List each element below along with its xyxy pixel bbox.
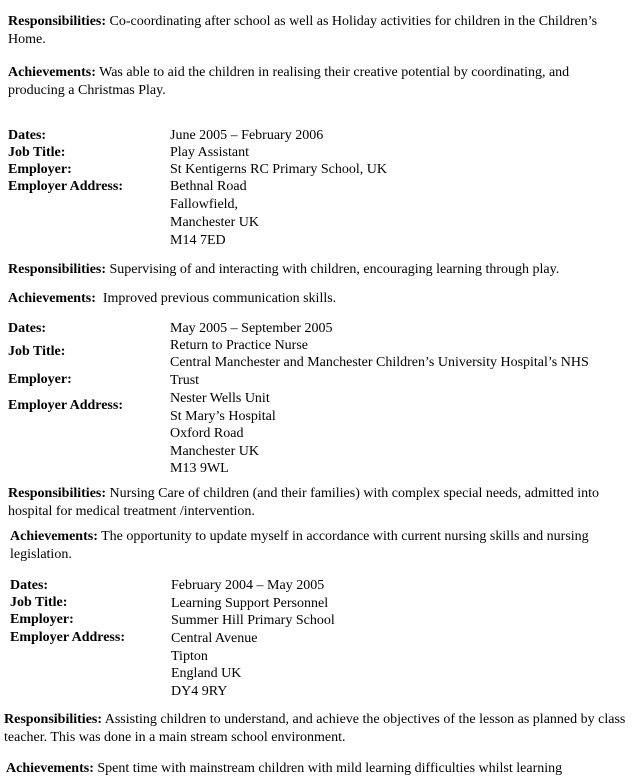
job-achievements	[6, 760, 638, 778]
dates-value: May 2005 – September 2005	[170, 321, 333, 336]
employer-address-label: Employer Address:	[8, 179, 123, 194]
responsibilities-label: Responsibilities:	[8, 14, 107, 29]
employer-address-label: Employer Address:	[8, 398, 123, 413]
achievements-text: The opportunity to update myself in accordance with current nursing skills and nursing legislation.	[10, 529, 589, 562]
address-line: Fallowfield,	[170, 197, 239, 212]
job-responsibilities	[8, 261, 638, 279]
job-responsibilities	[4, 711, 636, 746]
job-achievements	[8, 290, 638, 308]
achievements-text: Was able to aid the children in realising their creative potential by coordinating, and producing a Christmas Play.	[8, 65, 570, 98]
employer-value: St Kentigerns RC Primary School, UK	[170, 162, 387, 177]
job-title-label: Job Title:	[8, 344, 66, 359]
address-line: Bethnal Road	[170, 179, 247, 194]
achievements-label: Achievements:	[6, 761, 94, 776]
job-title-label: Job Title:	[10, 595, 68, 610]
dates-label: Dates:	[8, 321, 47, 336]
job-entry	[10, 577, 640, 702]
address-line: M13 9WL	[170, 461, 229, 476]
responsibilities-text: Nursing Care of children (and their families) with complex special needs, admitted into hospital for medical treatment /intervention.	[8, 486, 599, 519]
responsibilities-text: Co-coordinating after school as well as Holiday activities for children in the Children’s Home.	[8, 14, 598, 47]
responsibilities-label: Responsibilities:	[8, 262, 107, 277]
responsibilities-text: Assisting children to understand, and achieve the objectives of the lesson as planned by class teacher. This was done in a main stream school environment.	[4, 712, 626, 745]
employer-address-label: Employer Address:	[10, 630, 125, 645]
employer-value-cont: Trust	[170, 373, 200, 388]
job-responsibilities	[8, 485, 632, 520]
job-title-value: Learning Support Personnel	[171, 596, 329, 611]
address-line: Central Avenue	[171, 631, 258, 646]
employer-label: Employer:	[10, 612, 74, 627]
job-achievements	[10, 528, 642, 563]
employer-value: Summer Hill Primary School	[171, 613, 335, 628]
address-line: M14 7ED	[170, 233, 226, 248]
achievements-text: Improved previous communication skills.	[95, 291, 337, 306]
address-line: Manchester UK	[170, 215, 260, 230]
address-line: DY4 9RY	[171, 684, 228, 699]
job-entry	[8, 320, 640, 480]
address-line: Oxford Road	[170, 426, 244, 441]
address-line: Tipton	[171, 649, 208, 664]
job-title-label: Job Title:	[8, 145, 66, 160]
dates-value: February 2004 – May 2005	[171, 578, 325, 593]
employer-label: Employer:	[8, 162, 72, 177]
job-title-value: Return to Practice Nurse	[170, 338, 309, 353]
address-line: England UK	[171, 666, 242, 681]
dates-value: June 2005 – February 2006	[170, 128, 324, 143]
intro-responsibilities	[8, 13, 628, 48]
achievements-label: Achievements:	[10, 529, 98, 544]
responsibilities-label: Responsibilities:	[4, 712, 103, 727]
address-line: Nester Wells Unit	[170, 391, 270, 406]
responsibilities-label: Responsibilities:	[8, 486, 107, 501]
intro-achievements	[8, 64, 628, 99]
address-line: St Mary’s Hospital	[170, 409, 276, 424]
dates-label: Dates:	[8, 128, 47, 143]
job-entry	[8, 127, 638, 252]
responsibilities-text: Supervising of and interacting with children, encouraging learning through play.	[106, 262, 560, 277]
achievements-label: Achievements:	[8, 291, 96, 306]
address-line: Manchester UK	[170, 444, 260, 459]
employer-value: Central Manchester and Manchester Children’s University Hospital’s NHS	[170, 355, 589, 370]
achievements-label: Achievements:	[8, 65, 96, 80]
job-title-value: Play Assistant	[170, 145, 249, 160]
achievements-text: Spent time with mainstream children with mild learning difficulties whilst learning	[93, 761, 563, 776]
dates-label: Dates:	[10, 578, 49, 593]
employer-label: Employer:	[8, 372, 72, 387]
